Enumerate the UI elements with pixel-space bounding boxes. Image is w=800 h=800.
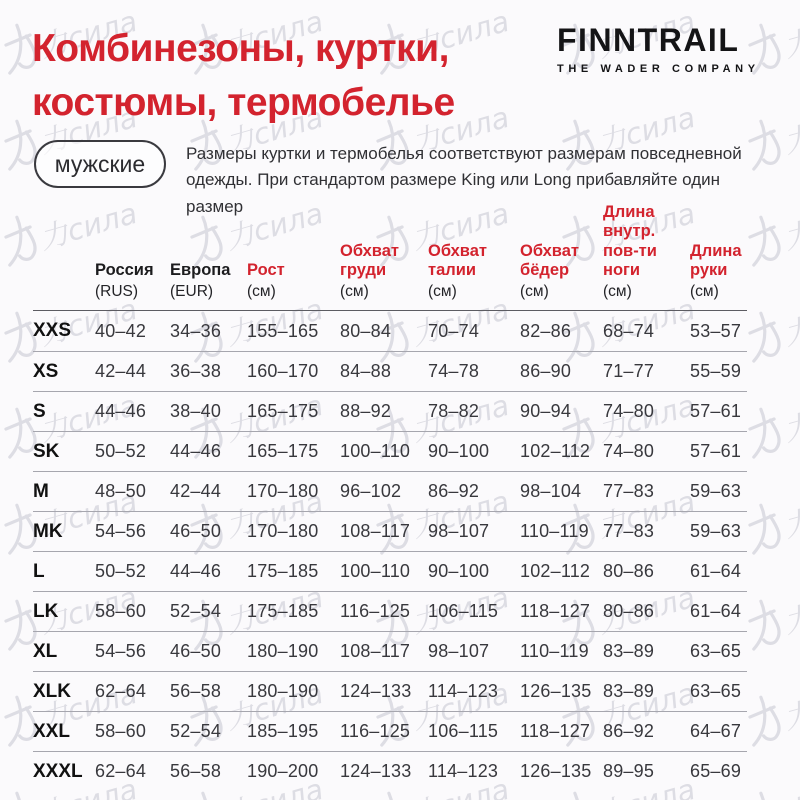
size-value: 58–60 (95, 721, 147, 742)
size-value: 53–57 (690, 320, 742, 341)
size-value: 90–100 (428, 441, 490, 462)
size-value: 96–102 (340, 481, 402, 502)
size-value: 80–84 (340, 320, 392, 341)
size-value: 62–64 (95, 681, 147, 702)
size-label: SK (33, 440, 60, 462)
size-value: 98–104 (520, 481, 582, 502)
size-value: 50–52 (95, 561, 147, 582)
size-value: 56–58 (170, 681, 222, 702)
size-label: XXS (33, 320, 72, 342)
size-value: 42–44 (95, 361, 147, 382)
table-row-M (33, 471, 747, 511)
size-value: 102–112 (520, 561, 591, 582)
size-value: 110–119 (520, 521, 589, 542)
size-value: 50–52 (95, 441, 147, 462)
size-label: L (33, 560, 45, 582)
size-label: XLK (33, 680, 71, 702)
column-label: Обхват груди (340, 241, 399, 280)
size-value: 180–190 (247, 641, 319, 662)
size-value: 74–80 (603, 401, 655, 422)
size-value: 90–94 (520, 401, 572, 422)
column-header-5 (428, 203, 520, 310)
size-value: 63–65 (690, 641, 742, 662)
column-header-6 (520, 203, 603, 310)
size-value: 106–115 (428, 601, 499, 622)
size-value: 180–190 (247, 681, 319, 702)
size-label: M (33, 480, 49, 502)
page-title (32, 22, 455, 130)
size-value: 61–64 (690, 561, 742, 582)
size-value: 190–200 (247, 761, 319, 782)
gender-badge: мужские (34, 140, 166, 188)
size-value: 90–100 (428, 561, 490, 582)
size-value: 63–65 (690, 681, 742, 702)
size-value: 118–127 (520, 601, 591, 622)
size-value: 61–64 (690, 601, 742, 622)
size-value: 116–125 (340, 721, 411, 742)
size-table (33, 203, 747, 791)
size-value: 98–107 (428, 521, 490, 542)
size-value: 114–123 (428, 761, 499, 782)
size-label: LK (33, 600, 59, 622)
size-value: 36–38 (170, 361, 222, 382)
size-value: 68–74 (603, 320, 655, 341)
column-unit: (см) (520, 282, 549, 300)
size-label: XL (33, 640, 58, 662)
size-value: 83–89 (603, 681, 655, 702)
column-header-4 (340, 203, 428, 310)
column-header-1 (95, 203, 170, 310)
size-value: 165–175 (247, 401, 319, 422)
column-unit: (см) (428, 282, 457, 300)
size-value: 71–77 (603, 361, 655, 382)
size-value: 54–56 (95, 521, 147, 542)
column-label: Обхват бёдер (520, 241, 579, 280)
size-value: 77–83 (603, 481, 655, 502)
size-value: 185–195 (247, 721, 319, 742)
table-row-SK (33, 431, 747, 471)
page-title-line2: костюмы, термобелье (32, 80, 455, 124)
size-value: 160–170 (247, 361, 319, 382)
column-header-2 (170, 203, 247, 310)
size-value: 44–46 (170, 561, 222, 582)
size-value: 40–42 (95, 320, 147, 341)
table-row-XS (33, 351, 747, 391)
column-header-0 (33, 203, 95, 310)
size-value: 116–125 (340, 601, 411, 622)
size-value: 57–61 (690, 441, 742, 462)
column-unit: (RUS) (95, 282, 139, 300)
size-value: 82–86 (520, 320, 572, 341)
size-note: Размеры куртки и термобелья соответствуют размерам повседневной одежды. При стандартом размере King или Long прибавляйте один размер (186, 144, 742, 216)
size-table-header (33, 203, 747, 311)
size-label: XS (33, 360, 59, 382)
size-value: 44–46 (170, 441, 222, 462)
table-row-XXL (33, 711, 747, 751)
size-value: 106–115 (428, 721, 499, 742)
size-value: 126–135 (520, 761, 592, 782)
brand-logo (557, 24, 772, 75)
size-value: 44–46 (95, 401, 147, 422)
column-label: Длина руки (690, 241, 742, 280)
size-value: 58–60 (95, 601, 147, 622)
size-value: 100–110 (340, 441, 411, 462)
table-row-XXXL (33, 751, 747, 791)
size-value: 124–133 (340, 761, 412, 782)
column-label: Длина внутр. пов-ти ноги (603, 203, 657, 280)
size-value: 100–110 (340, 561, 411, 582)
size-value: 48–50 (95, 481, 147, 502)
size-value: 114–123 (428, 681, 499, 702)
size-value: 86–92 (603, 721, 655, 742)
column-label: Рост (247, 261, 285, 280)
size-value: 170–180 (247, 521, 319, 542)
size-value: 65–69 (690, 761, 742, 782)
column-label: Обхват талии (428, 241, 487, 280)
size-value: 70–74 (428, 320, 480, 341)
column-label: Европа (170, 261, 231, 280)
table-row-L (33, 551, 747, 591)
size-value: 57–61 (690, 401, 742, 422)
size-value: 175–185 (247, 601, 319, 622)
size-label: S (33, 400, 46, 422)
size-value: 88–92 (340, 401, 392, 422)
size-label: MK (33, 520, 63, 542)
size-label: XXL (33, 720, 70, 742)
size-value: 56–58 (170, 761, 222, 782)
size-value: 126–135 (520, 681, 592, 702)
size-value: 64–67 (690, 721, 742, 742)
table-row-XXS (33, 311, 747, 351)
size-table-body (33, 311, 747, 791)
size-value: 84–88 (340, 361, 392, 382)
column-label: Россия (95, 261, 154, 280)
column-header-7 (603, 203, 690, 310)
column-unit: (см) (247, 282, 276, 300)
size-value: 59–63 (690, 481, 742, 502)
size-value: 86–90 (520, 361, 572, 382)
size-value: 80–86 (603, 561, 655, 582)
brand-tagline: THE WADER COMPANY (557, 63, 760, 75)
size-value: 77–83 (603, 521, 655, 542)
size-value: 89–95 (603, 761, 655, 782)
column-header-8 (690, 203, 747, 310)
table-row-XLK (33, 671, 747, 711)
size-value: 165–175 (247, 441, 319, 462)
size-value: 34–36 (170, 320, 222, 341)
size-value: 110–119 (520, 641, 589, 662)
size-value: 86–92 (428, 481, 480, 502)
size-value: 74–80 (603, 441, 655, 462)
size-value: 83–89 (603, 641, 655, 662)
size-label: XXXL (33, 760, 83, 782)
size-value: 155–165 (247, 320, 319, 341)
table-row-XL (33, 631, 747, 671)
size-value: 80–86 (603, 601, 655, 622)
column-unit: (см) (340, 282, 369, 300)
table-row-S (33, 391, 747, 431)
size-value: 59–63 (690, 521, 742, 542)
size-value: 102–112 (520, 441, 591, 462)
size-value: 55–59 (690, 361, 742, 382)
column-header-3 (247, 203, 340, 310)
size-value: 78–82 (428, 401, 480, 422)
column-unit: (EUR) (170, 282, 214, 300)
table-row-LK (33, 591, 747, 631)
size-value: 54–56 (95, 641, 147, 662)
size-value: 108–117 (340, 641, 411, 662)
size-value: 170–180 (247, 481, 319, 502)
size-value: 38–40 (170, 401, 222, 422)
size-value: 62–64 (95, 761, 147, 782)
size-value: 108–117 (340, 521, 411, 542)
size-value: 52–54 (170, 601, 222, 622)
size-value: 175–185 (247, 561, 319, 582)
size-value: 124–133 (340, 681, 412, 702)
column-unit: (см) (690, 282, 719, 300)
page-title-line1: Комбинезоны, куртки, (32, 27, 449, 70)
column-unit: (см) (603, 282, 632, 300)
size-value: 52–54 (170, 721, 222, 742)
brand-name: FINNTRAIL (557, 22, 740, 58)
size-value: 118–127 (520, 721, 591, 742)
size-value: 42–44 (170, 481, 222, 502)
table-row-MK (33, 511, 747, 551)
size-value: 46–50 (170, 641, 222, 662)
size-value: 46–50 (170, 521, 222, 542)
size-value: 98–107 (428, 641, 490, 662)
size-value: 74–78 (428, 361, 480, 382)
